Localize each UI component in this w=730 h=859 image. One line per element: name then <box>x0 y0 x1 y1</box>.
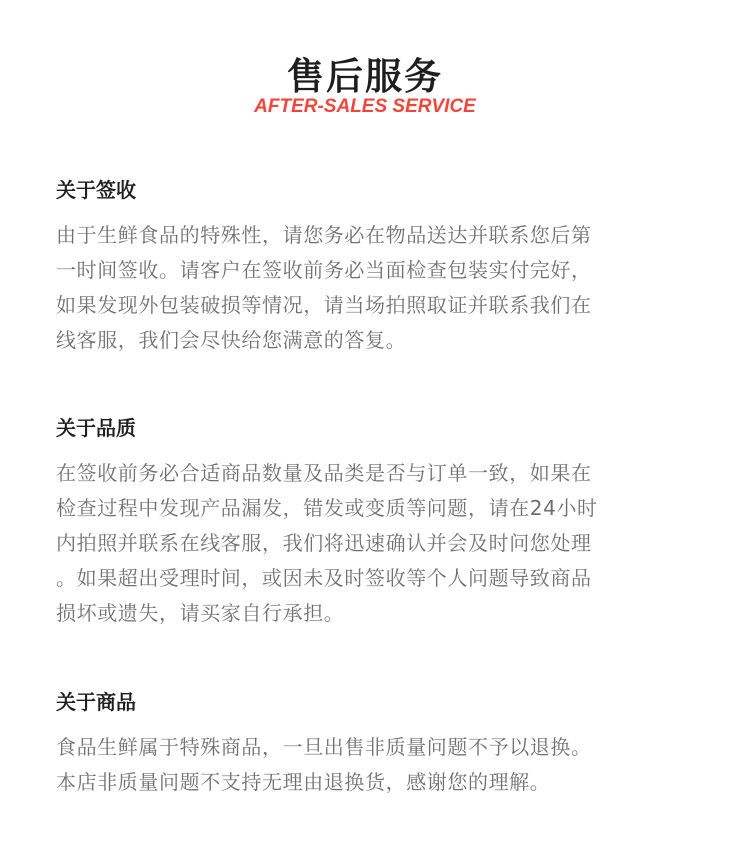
body-line: 。如果超出受理时间，或因未及时签收等个人问题导致商品 <box>56 566 592 590</box>
body-line: 内拍照并联系在线客服，我们将迅速确认并会及时问您处理 <box>56 531 592 555</box>
section-heading: 关于商品 <box>56 690 136 714</box>
body-line: 在签收前务必合适商品数量及品类是否与订单一致，如果在 <box>56 461 592 485</box>
page-subtitle: AFTER-SALES SERVICE <box>254 96 476 117</box>
section-body <box>56 456 676 631</box>
body-line: 由于生鲜食品的特殊性，请您务必在物品送达并联系您后第 <box>56 223 592 247</box>
section-body <box>56 218 676 358</box>
body-line: 损坏或遗失，请买家自行承担。 <box>56 601 345 625</box>
section-receipt <box>56 176 676 358</box>
section-heading: 关于品质 <box>56 416 136 440</box>
body-line: 如果发现外包装破损等情况，请当场拍照取证并联系我们在 <box>56 293 592 317</box>
section-quality <box>56 414 676 631</box>
body-line: 本店非质量问题不支持无理由退换货，感谢您的理解。 <box>56 770 551 794</box>
body-line: 线客服，我们会尽快给您满意的答复。 <box>56 328 407 352</box>
section-products <box>56 688 676 800</box>
section-body <box>56 730 676 800</box>
body-line: 检查过程中发现产品漏发，错发或变质等问题，请在24小时 <box>56 496 598 520</box>
page-title: 售后服务 <box>287 55 443 98</box>
body-line: 一时间签收。请客户在签收前务必当面检查包装实付完好， <box>56 258 592 282</box>
body-line: 食品生鲜属于特殊商品，一旦出售非质量问题不予以退换。 <box>56 735 592 759</box>
section-heading: 关于签收 <box>56 178 136 202</box>
